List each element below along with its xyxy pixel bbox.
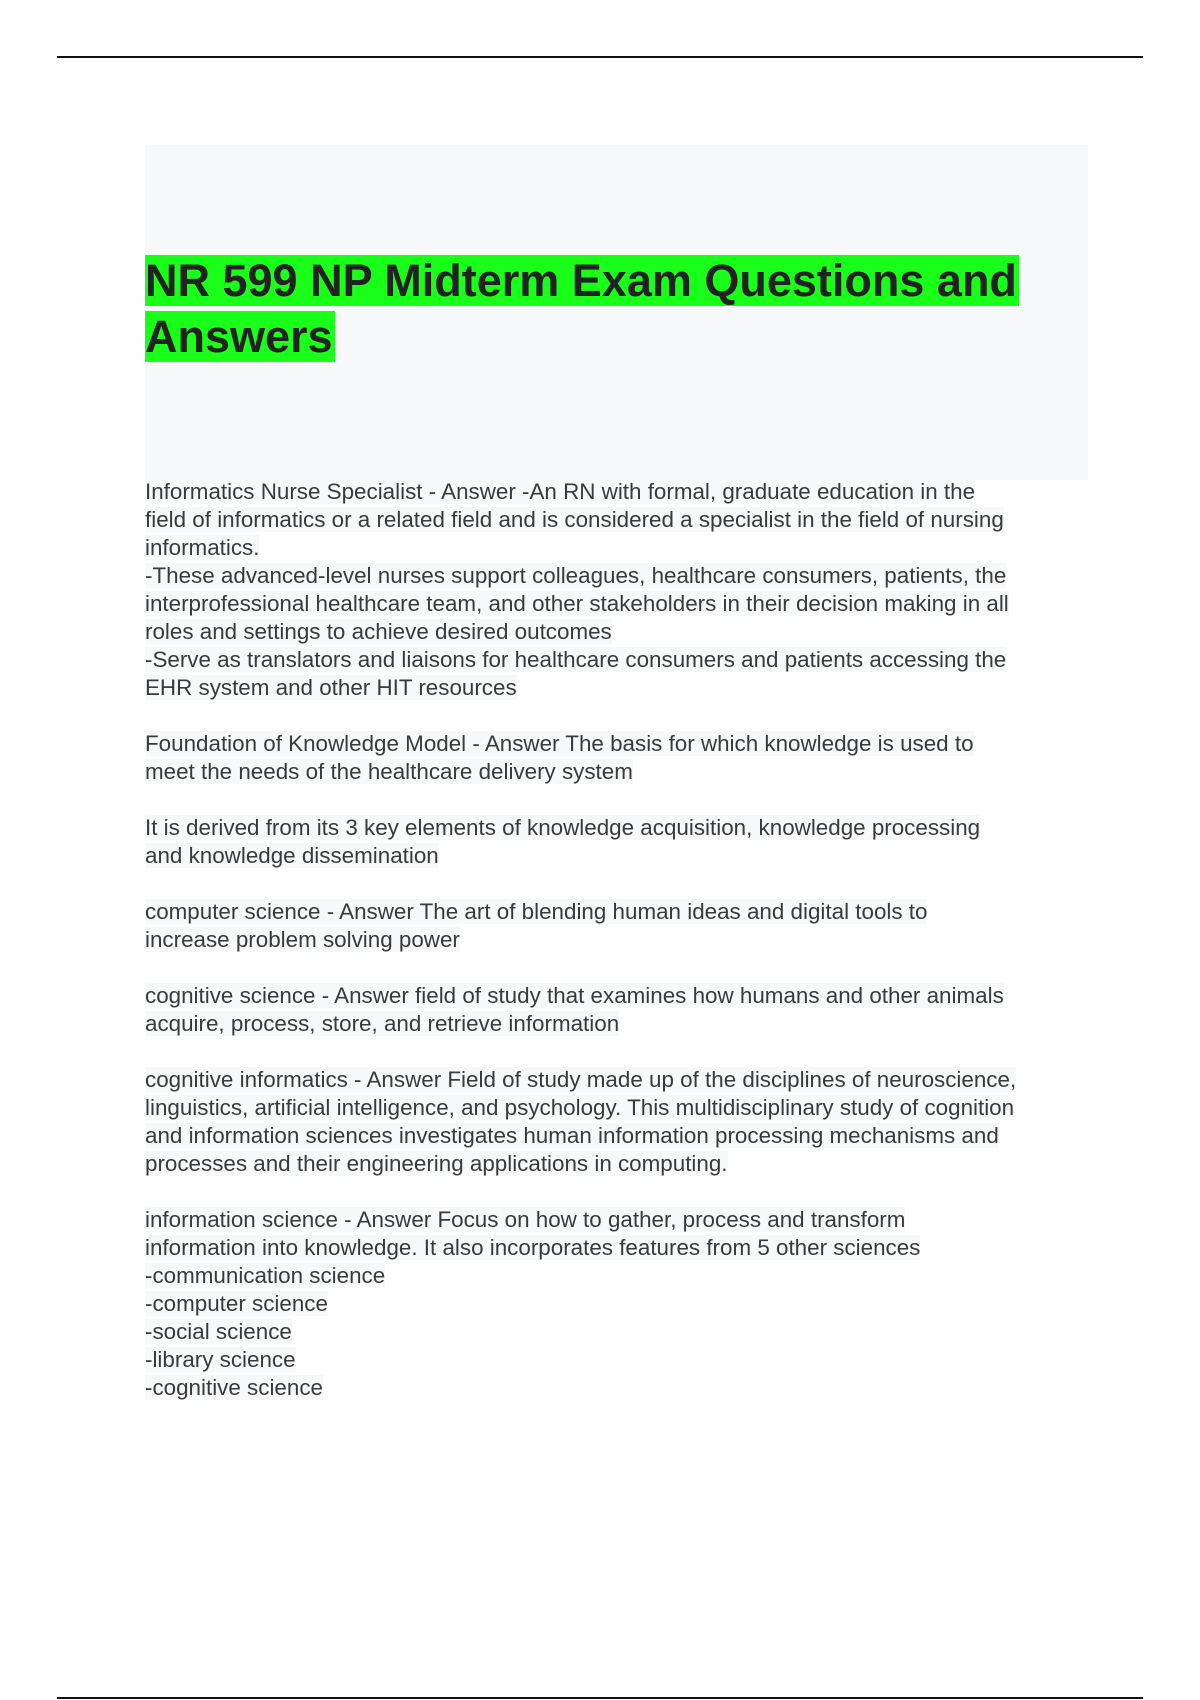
text-line: interprofessional healthcare team, and other stakeholders in their decision making in all <box>145 591 1009 616</box>
document-body <box>145 478 1100 1402</box>
text-line: cognitive science - Answer field of study that examines how humans and other animals <box>145 983 1004 1008</box>
top-page-rule <box>57 56 1143 58</box>
text-line: It is derived from its 3 key elements of knowledge acquisition, knowledge processing <box>145 815 981 840</box>
text-line: cognitive informatics - Answer Field of study made up of the disciplines of neuroscience, <box>145 1067 1017 1092</box>
bottom-page-rule <box>57 1697 1143 1699</box>
text-line: Informatics Nurse Specialist - Answer -An RN with formal, graduate education in the <box>145 479 976 504</box>
qa-key-elements <box>145 814 1100 870</box>
text-line: -library science <box>145 1347 296 1372</box>
qa-cognitive-science <box>145 982 1100 1038</box>
text-line: -These advanced-level nurses support colleagues, healthcare consumers, patients, the <box>145 563 1007 588</box>
text-line: information into knowledge. It also incorporates features from 5 other sciences <box>145 1235 921 1260</box>
text-line: Foundation of Knowledge Model - Answer The basis for which knowledge is used to <box>145 731 974 756</box>
text-line: -cognitive science <box>145 1375 323 1400</box>
text-line: linguistics, artificial intelligence, and psychology. This multidisciplinary study of cognition <box>145 1095 1015 1120</box>
text-line: EHR system and other HIT resources <box>145 675 517 700</box>
text-line: processes and their engineering applications in computing. <box>145 1151 728 1176</box>
text-line: increase problem solving power <box>145 927 460 952</box>
text-line: and information sciences investigates human information processing mechanisms and <box>145 1123 999 1148</box>
text-line: meet the needs of the healthcare delivery system <box>145 759 633 784</box>
document-title <box>145 253 1095 365</box>
text-line: and knowledge dissemination <box>145 843 439 868</box>
qa-informatics-nurse-specialist <box>145 478 1100 702</box>
text-line: -computer science <box>145 1291 328 1316</box>
document-title-line-1: NR 599 NP Midterm Exam Questions and <box>145 255 1017 306</box>
qa-information-science <box>145 1206 1100 1402</box>
text-line: -social science <box>145 1319 292 1344</box>
text-line: information science - Answer Focus on how to gather, process and transform <box>145 1207 906 1232</box>
text-line: field of informatics or a related field and is considered a specialist in the field of nursing <box>145 507 1004 532</box>
qa-cognitive-informatics <box>145 1066 1100 1178</box>
text-line: informatics. <box>145 535 260 560</box>
text-line: -communication science <box>145 1263 386 1288</box>
qa-computer-science <box>145 898 1100 954</box>
document-title-line-2: Answers <box>145 311 333 362</box>
text-line: computer science - Answer The art of blending human ideas and digital tools to <box>145 899 928 924</box>
qa-foundation-of-knowledge-model <box>145 730 1100 786</box>
text-line: -Serve as translators and liaisons for healthcare consumers and patients accessing the <box>145 647 1007 672</box>
text-line: roles and settings to achieve desired outcomes <box>145 619 612 644</box>
text-line: acquire, process, store, and retrieve information <box>145 1011 620 1036</box>
